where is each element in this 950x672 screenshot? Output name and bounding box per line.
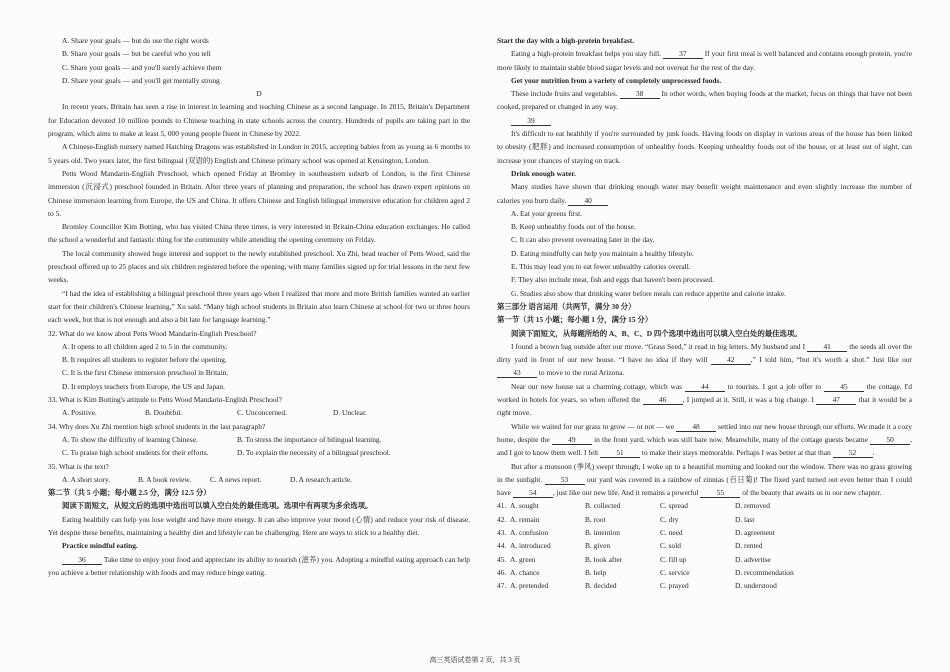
answer-blank-50: 50	[870, 435, 910, 445]
option: B. It requires all students to register before the opening.	[62, 355, 227, 365]
passage-paragraph: The local community showed huge interest and support to the newly established preschool. Xu Zhi, head teacher of Petts Wood, said the preschool offered up to 25 places and six children registered before the opening, with many families signed up for trial lessons in the next few weeks.	[48, 248, 470, 285]
question-number: 45.	[497, 554, 507, 564]
option: D. A research article.	[290, 474, 353, 484]
answer-blank-42: 42	[711, 355, 751, 365]
option: C. dry	[660, 514, 679, 524]
answer-blank-39: 39	[511, 116, 551, 126]
option-row	[48, 446, 470, 459]
text-run: , I jumped at it. Still, it was a big change. I	[682, 395, 817, 405]
passage-label: D	[256, 89, 262, 99]
option: B. Doubtful.	[145, 408, 183, 418]
text-run: to move to the rural Arizona.	[537, 368, 625, 378]
text-run: But after a monsoon (季风) swept through, I woke up to a beautiful morning and looked out the window. There was no grass growing in the sunlight.	[497, 461, 912, 484]
answer-blank-36: 36	[62, 555, 102, 565]
right-column	[497, 34, 912, 592]
text-run: While we waited for our grass to grow — or not — we	[511, 421, 677, 431]
question-stem: 33. What is Kim Botting's attitude to Petts Wood Mandarin-English Preschool?	[48, 395, 282, 405]
option: A. pretended	[510, 581, 549, 591]
answer-blank-49: 49	[552, 435, 592, 445]
text-run: that it would be a right move.	[497, 395, 912, 418]
text-run: in the front yard, which was still bare now. Meanwhile, many of the cottage guests became	[591, 434, 871, 444]
answer-blank-44: 44	[685, 382, 725, 392]
option: B. decided	[585, 581, 617, 591]
text-run: .	[872, 448, 875, 458]
option: D. Eating mindfully can help you maintain a healthy lifestyle.	[511, 248, 694, 258]
cloze-option-row	[497, 579, 912, 592]
option: C. fill up	[660, 554, 687, 564]
option: A. A short story.	[62, 474, 111, 484]
question-number: 46.	[497, 567, 507, 577]
cloze-option-row	[497, 513, 912, 526]
sub-heading: Get your nutrition from a variety of completely unprocessed foods.	[511, 75, 722, 85]
question-number: 44.	[497, 541, 507, 551]
previous-question-options	[48, 34, 470, 87]
passage-paragraph-39	[497, 114, 912, 127]
sub-heading: Start the day with a high-protein breakfast.	[497, 36, 635, 45]
question-stem: 32. What do we know about Petts Wood Mandarin-English Preschool?	[48, 328, 257, 338]
text-run: the seeds all over the dirty yard in front of our new house. “I have no idea if they will	[497, 341, 913, 365]
passage-paragraph-40	[497, 180, 912, 207]
text-run: Near our new house sat a charming cottage, which was	[511, 381, 685, 391]
answer-blank-52: 52	[833, 448, 873, 458]
page-footer: 高三英语试卷第 2 页，共 3 页	[429, 656, 521, 664]
option-row	[48, 433, 470, 446]
option: A. It opens to all children aged 2 to 5 in the community.	[62, 341, 228, 351]
passage-paragraph: Eating healthily can help you lose weight and have more energy. It can also improve your mood (心情) and reduce your risk of disease. Yet despite these benefits, maintaining a healthy diet and lifestyle can be challenging. Here are ways to stick to a healthy diet.	[48, 514, 470, 537]
question-number: 42.	[497, 514, 507, 524]
question-number: 43.	[497, 527, 507, 537]
option-row	[48, 406, 470, 419]
text-run: , and I got to know them well. I felt	[497, 434, 912, 458]
text-run: of the beauty that awaits us in our new chapter.	[740, 488, 882, 498]
option: C. To praise high school students for their efforts.	[62, 448, 209, 458]
text-run: These include fruits and vegetables.	[511, 89, 620, 99]
option: D. Share your goals — and you'll get mentally strong	[62, 75, 220, 85]
option: D. advertise	[735, 554, 771, 564]
option: B. given	[585, 541, 611, 551]
question-35	[48, 460, 470, 487]
part-heading: 第三部分 语言运用（共两节，满分 30 分）	[497, 301, 636, 311]
section-heading: 第二节（共 5 小题；每小题 2.5 分，满分 12.5 分）	[48, 488, 211, 498]
question-33	[48, 393, 470, 420]
answer-blank-45: 45	[824, 382, 864, 392]
text-run: Take time to enjoy your food and appreciate its ability to nourish (滋养) you. Adopting a mindful eating approach can help you achieve a better relationship with foods and may reduce binge eating.	[48, 554, 470, 577]
passage-paragraph-37	[497, 47, 912, 74]
text-run: In other words, when buying foods at the market, focus on things that have not been cooked, prepared or changed in any way.	[497, 89, 912, 112]
option: D. To explain the necessity of a bilingual preschool.	[237, 448, 391, 458]
cloze-paragraph	[497, 340, 912, 380]
question-number: 47.	[497, 581, 507, 591]
option: D. agreement	[735, 527, 775, 537]
cloze-option-row	[497, 539, 912, 552]
option: C. It can also prevent overeating later in the day.	[511, 235, 655, 245]
sub-heading: Practice mindful eating.	[62, 541, 138, 551]
option: A. Positive.	[62, 408, 97, 418]
option: B. Share your goals — but be careful who you tell	[62, 49, 211, 59]
text-run: the cottage. I'd worked in hotels for years, so when offered the	[497, 381, 912, 405]
answer-blank-37: 37	[663, 49, 703, 59]
option: C. prayed	[660, 581, 689, 591]
section-heading: 第一节（共 15 小题；每小题 1 分，满分 15 分）	[497, 315, 653, 325]
question-stem: 34. Why does Xu Zhi mention high school students in the last paragraph?	[48, 421, 266, 431]
answer-blank-41: 41	[807, 342, 847, 352]
option: A. introduced	[510, 541, 551, 551]
seven-choose-five-options	[497, 207, 912, 300]
sub-heading: Drink enough water.	[511, 168, 576, 178]
cloze-paragraph	[497, 420, 912, 460]
answer-blank-46: 46	[643, 395, 683, 405]
section-instruction: 阅读下面短文，从短文后的选项中选出可以填入空白处的最佳选项。选项中有两项为多余选项。	[62, 501, 373, 511]
option: C. It is the first Chinese immersion preschool in Britain.	[62, 368, 229, 378]
option: G. Studies also show that drinking water before meals can reduce appetite and calorie intake.	[511, 288, 786, 298]
cloze-option-row	[497, 499, 912, 512]
text-run: Many studies have shown that drinking enough water may benefit weight maintenance and even slightly increase the number of calories you burn daily.	[497, 182, 912, 205]
passage-paragraph: A Chinese-English nursery named Hatching Dragons was established in London in 2015, accepting babies from as young as 6 months to 5 years old. Two years later, the first bilingual (双语的) English and Chinese primary school was opened at Kensington, London.	[48, 142, 470, 165]
text-run: Eating a high-protein breakfast helps you stay full.	[511, 49, 663, 59]
text-run: to tourists. I got a job offer to	[724, 381, 824, 391]
passage-paragraph: Bromley Councillor Kim Botting, who has visited China three times, is very interested in Britain-China education exchanges. He called the school a wonderful and fantastic thing for the community while attending the opening ceremony on Friday.	[48, 222, 470, 245]
question-stem: 35. What is the text?	[48, 461, 109, 471]
cloze-option-row	[497, 553, 912, 566]
option: A. Eat your greens first.	[511, 208, 583, 218]
answer-blank-51: 51	[600, 448, 640, 458]
option: D. last	[735, 514, 755, 524]
option: B. root	[585, 514, 606, 524]
answer-blank-55: 55	[700, 488, 740, 498]
option: C. A news report.	[210, 474, 262, 484]
option: B. A book review.	[138, 474, 192, 484]
option: B. intention	[585, 527, 620, 537]
option: A. green	[510, 554, 536, 564]
option: A. remain	[510, 514, 540, 524]
option: D. It employs teachers from Europe, the US and Japan.	[62, 381, 225, 391]
text-run: settled into our new house through our efforts. We made it a cozy home, despite the	[497, 421, 912, 444]
passage-paragraph-38	[497, 87, 912, 114]
text-run: , just like our new life. And it remains a powerful	[552, 488, 701, 498]
option: E. This may lead you to eat fewer unhealthy calories overall.	[511, 262, 691, 272]
option: D. recommendation	[735, 567, 794, 577]
option-row	[48, 473, 470, 486]
option: A. sought	[510, 501, 539, 511]
answer-blank-38: 38	[620, 89, 660, 99]
answer-blank-48: 48	[676, 422, 716, 432]
text-run: ,” I told him, “but it's worth a shot.” Just like our	[750, 355, 912, 365]
option: B. Keep unhealthy foods out of the house.	[511, 222, 636, 232]
option: A. To show the difficulty of learning Chinese.	[62, 434, 198, 444]
cloze-options	[497, 499, 912, 592]
answer-blank-54: 54	[513, 488, 553, 498]
option: A. chance	[510, 567, 540, 577]
cloze-paragraph	[497, 380, 912, 420]
option: C. service	[660, 567, 690, 577]
option: D. understood	[735, 581, 777, 591]
option: B. collected	[585, 501, 621, 511]
cloze-paragraph	[497, 460, 912, 500]
left-column	[48, 34, 470, 579]
passage-paragraph-36	[48, 553, 470, 580]
option: D. Unclear.	[333, 408, 367, 418]
question-number: 41.	[497, 501, 507, 511]
answer-blank-53: 53	[545, 475, 585, 485]
option: C. sold	[660, 541, 681, 551]
option: D. removed	[735, 501, 770, 511]
question-34	[48, 420, 470, 460]
option: B. look after	[585, 554, 623, 564]
option: A. confusion	[510, 527, 549, 537]
option: D. rented	[735, 541, 763, 551]
option: C. need	[660, 527, 683, 537]
cloze-option-row	[497, 566, 912, 579]
text-run: to make their stays memorable. Perhaps I was better at that than	[640, 448, 833, 458]
passage-paragraph: Petts Wood Mandarin-English Preschool, which opened Friday at Bromley in southeastern suburb of London, is the first Chinese immersion (沉浸式) preschool founded in Britain. After three years of planning and preparation, the school has drawn expert opinions on Chinese immersion learning from Europe, the US and China. It offers Chinese and English bilingual immersive education for children aged 2 to 5.	[48, 168, 470, 218]
option: B. help	[585, 567, 607, 577]
passage-paragraph: In recent years, Britain has seen a rise in interest in learning and teaching Chinese as a second language. In 2015, Britain's Department for Education devoted 10 million pounds to Chinese teaching in state schools across the country. Hundreds of pupils are taking part in the program, which aims to make at least 5, 000 young people fluent in Chinese by 2022.	[48, 102, 470, 139]
cloze-option-row	[497, 526, 912, 539]
answer-blank-43: 43	[497, 368, 537, 378]
text-run: I found a brown bag outside after our move. “Grass Seed,” it read in big letters. My husband and I	[511, 341, 808, 351]
option: C. Share your goals — and you'll surely achieve them	[62, 62, 222, 72]
option: B. To stress the importance of bilingual learning.	[237, 434, 382, 444]
section-instruction: 阅读下面短文，从每题所给的 A、B、C、D 四个选项中选出可以填入空白处的最佳选项。	[511, 328, 802, 338]
answer-blank-40: 40	[568, 196, 608, 206]
text-run: If your first meal is well balanced and contains enough protein, you're more likely to maintain stable blood sugar levels and not overeat for the rest of the day.	[497, 49, 912, 72]
option: C. spread	[660, 501, 688, 511]
question-32	[48, 327, 470, 393]
option: F. They also include meat, fish and eggs that haven't been processed.	[511, 275, 714, 285]
passage-paragraph: It's difficult to eat healthily if you're surrounded by junk foods. Having foods on display in various areas of the house has been linked to obesity (肥胖) and increased consumption of unhealthy foods. Keeping unhealthy foods out of the house, or at least out of sight, can increase your chances of staying on track.	[497, 129, 912, 165]
option: C. Unconcerned.	[237, 408, 287, 418]
answer-blank-47: 47	[816, 395, 856, 405]
option: A. Share your goals — but do use the right words	[62, 36, 209, 45]
passage-paragraph: “I had the idea of establishing a bilingual preschool three years ago when I realized that more and more British families wanted an earlier start for their children's Chinese learning,” Xu said. “Many high school students in Britain also learn Chinese at school for two or three hours each week, but that is not enough and also a bit late for language learning.”	[48, 288, 470, 325]
text-run: our yard was covered in a rainbow of zinnias (百日菊)! The fixed yard turned out even better than I could have	[497, 474, 912, 498]
